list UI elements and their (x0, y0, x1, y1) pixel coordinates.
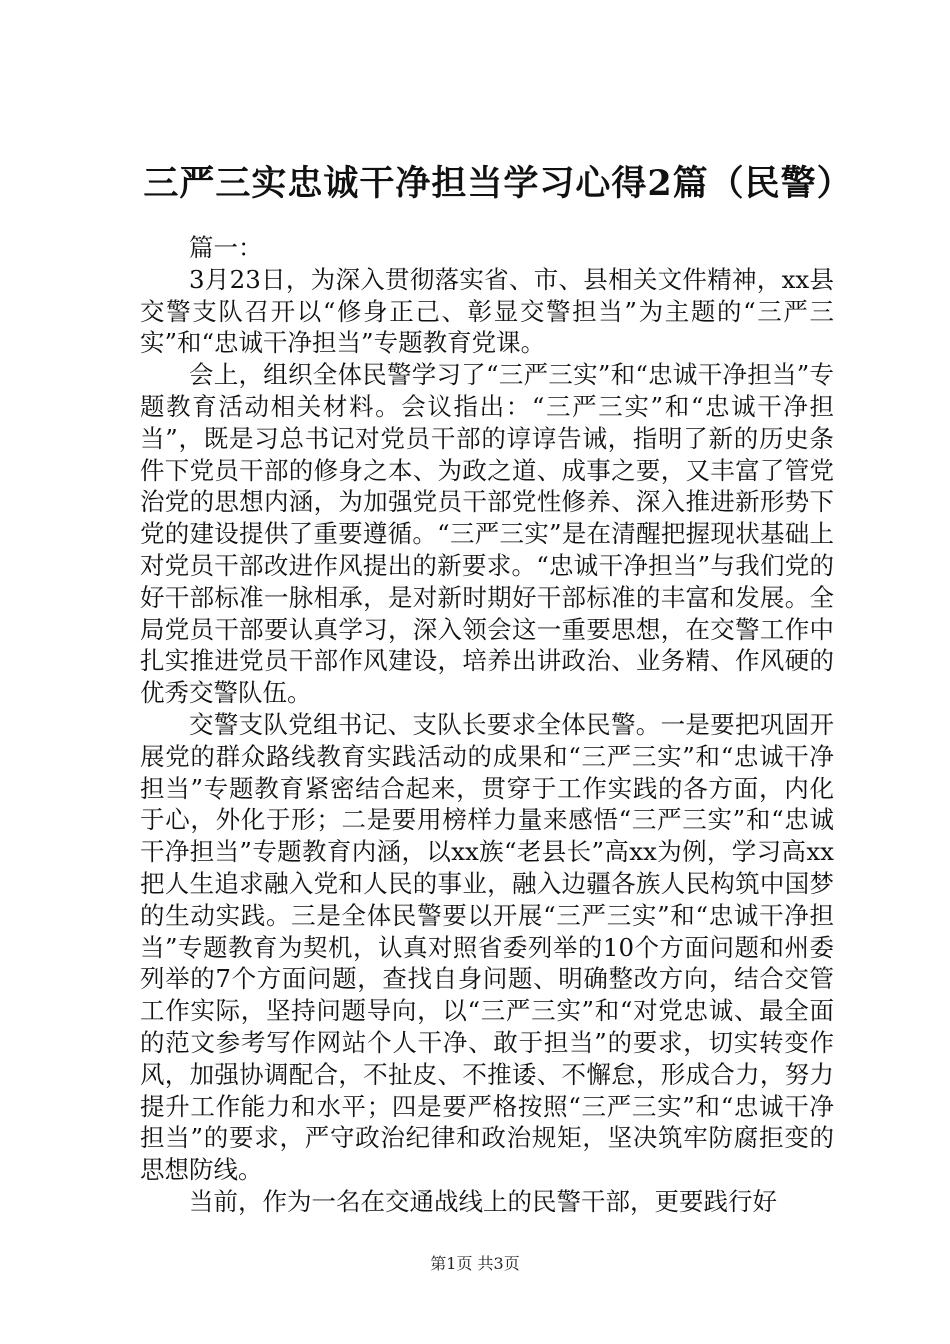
paragraph-1: 3月23日，为深入贯彻落实省、市、县相关文件精神，xx县交警支队召开以“修身正己、彰显交警担当”为主题的“三严三实”和“忠诚干净担当”专题教育党课。 (140, 264, 834, 358)
document-body (140, 232, 834, 1218)
section-heading: 篇一： (189, 233, 263, 262)
document-title: 三严三实忠诚干净担当学习心得2篇（民警） (143, 163, 853, 204)
paragraph-2: 会上，组织全体民警学习了“三严三实”和“忠诚干净担当”专题教育活动相关材料。会议指出：“三严三实”和“忠诚干净担当”，既是习总书记对党员干部的谆谆告诫，指明了新的历史条件下党员干部的修身之本、为政之道、成事之要，又丰富了管党治党的思想内涵，为加强党员干部党性修养、深入推进新形势下党的建设提供了重要遵循。“三严三实”是在清醒把握现状基础上对党员干部改进作风提出的新要求。“忠诚干净担当”与我们党的好干部标准一脉相承，是对新时期好干部标准的丰富和发展。全局党员干部要认真学习，深入领会这一重要思想，在交警工作中扎实推进党员干部作风建设，培养出讲政治、业务精、作风硬的优秀交警队伍。 (140, 360, 834, 708)
page-footer: 第1页 共3页 (430, 1254, 520, 1273)
paragraph-3: 交警支队党组书记、支队长要求全体民警。一是要把巩固开展党的群众路线教育实践活动的成果和“三严三实”和“忠诚干净担当”专题教育紧密结合起来，贯穿于工作实践的各方面，内化于心，外化于形；二是要用榜样力量来感悟“三严三实”和“忠诚干净担当”专题教育内涵，以xx族“老县长”高xx为例，学习高xx把人生追求融入党和人民的事业，融入边疆各族人民构筑中国梦的生动实践。三是全体民警要以开展“三严三实”和“忠诚干净担当”专题教育为契机，认真对照省委列举的10个方面问题和州委列举的7个方面问题，查找自身问题、明确整改方向，结合交管工作实际，坚持问题导向，以“三严三实”和“对党忠诚、最全面的范文参考写作网站个人干净、敢于担当”的要求，切实转变作风，加强协调配合，不扯皮、不推诿、不懈怠，形成合力，努力提升工作能力和水平；四是要严格按照“三严三实”和“忠诚干净担当”的要求，严守政治纪律和政治规矩，坚决筑牢防腐拒变的思想防线。 (140, 709, 834, 1185)
paragraph-4: 当前，作为一名在交通战线上的民警干部，更要践行好 (189, 1186, 777, 1216)
